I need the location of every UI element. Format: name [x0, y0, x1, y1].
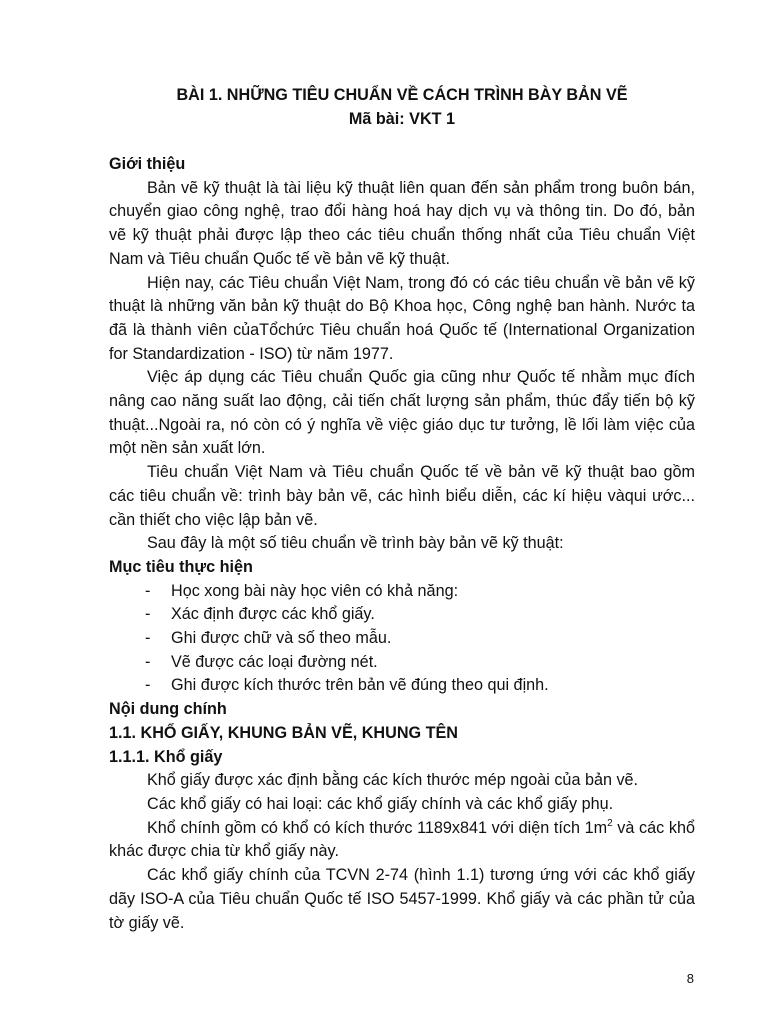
lesson-title: BÀI 1. NHỮNG TIÊU CHUẨN VỀ CÁCH TRÌNH BÀY BẢN VẼ	[176, 86, 628, 104]
list-item-text: Học xong bài này học viên có khả năng:	[171, 581, 459, 600]
list-item	[109, 627, 695, 651]
text-run: và các khổ khác được chia từ khổ giấy này.	[109, 818, 695, 861]
subsection-heading: 1.1.1. Khổ giấy	[109, 747, 223, 766]
dash-marker: -	[145, 605, 151, 624]
dash-marker: -	[145, 676, 151, 695]
page-number: 8	[686, 971, 694, 986]
spacer	[109, 131, 695, 153]
body-paragraph: Các khổ giấy chính của TCVN 2-74 (hình 1.1) tương ứng với các khổ giấy dãy ISO-A của Tiêu chuẩn Quốc tế ISO 5457-1999. Khổ giấy và các phần tử của tờ giấy vẽ.	[109, 866, 695, 932]
body-paragraph: Các khổ giấy có hai loại: các khổ giấy chính và các khổ giấy phụ.	[147, 794, 614, 813]
main-content-heading: Nội dung chính	[109, 700, 227, 719]
intro-paragraph: Tiêu chuẩn Việt Nam và Tiêu chuẩn Quốc tế về bản vẽ kỹ thuật bao gồm các tiêu chuẩn về: trình bày bản vẽ, các hình biểu diễn, các kí hiệu vàqui ước... cần thiết cho việc lập bản vẽ.	[109, 463, 695, 529]
objectives-heading: Mục tiêu thực hiện	[109, 557, 253, 576]
list-item	[109, 651, 695, 675]
list-item	[109, 674, 695, 698]
list-item-text: Ghi được kích thước trên bản vẽ đúng theo qui định.	[171, 676, 549, 695]
body-paragraph: Khổ giấy được xác định bằng các kích thước mép ngoài của bản vẽ.	[147, 771, 639, 790]
intro-heading: Giới thiệu	[109, 155, 186, 173]
text-run: Khổ chính gồm có khổ có kích thước 1189x841 với diện tích 1m	[147, 818, 608, 837]
objectives-list	[109, 580, 695, 699]
list-item-text: Xác định được các khổ giấy.	[171, 605, 375, 624]
superscript: 2	[607, 817, 613, 829]
dash-marker: -	[145, 629, 151, 648]
intro-paragraph: Sau đây là một số tiêu chuẩn về trình bày bản vẽ kỹ thuật:	[147, 534, 564, 553]
dash-marker: -	[145, 652, 151, 671]
list-item-text: Vẽ được các loại đường nét.	[171, 652, 378, 671]
body-paragraph	[109, 817, 695, 864]
list-item	[109, 603, 695, 627]
intro-paragraph: Bản vẽ kỹ thuật là tài liệu kỹ thuật liên quan đến sản phẩm trong buôn bán, chuyển giao công nghệ, trao đổi hàng hoá hay dịch vụ và thông tin. Do đó, bản vẽ kỹ thuật phải được lập theo các tiêu chuẩn thống nhất của Tiêu chuẩn Việt Nam và Tiêu chuẩn Quốc tế về bản vẽ kỹ thuật.	[109, 178, 695, 268]
intro-paragraph: Hiện nay, các Tiêu chuẩn Việt Nam, trong đó có các tiêu chuẩn về bản vẽ kỹ thuật là những văn bản kỹ thuật do Bộ Khoa học, Công nghệ ban hành. Nước ta đã là thành viên củaTổchức Tiêu chuẩn hoá Quốc tế (International Organization for Standardization - ISO) từ năm 1977.	[109, 273, 695, 363]
page-content	[109, 83, 695, 935]
dash-marker: -	[145, 581, 151, 600]
intro-paragraph: Việc áp dụng các Tiêu chuẩn Quốc gia cũng như Quốc tế nhằm mục đích nâng cao năng suất lao động, cải tiến chất lượng sản phẩm, thúc đẩy tiến bộ kỹ thuật...Ngoài ra, nó còn có ý nghĩa về việc giáo dục tư tưởng, lề lối làm việc của một nền sản xuất lớn.	[109, 368, 695, 458]
lesson-code: Mã bài: VKT 1	[348, 110, 456, 128]
list-item-text: Ghi được chữ và số theo mẫu.	[171, 629, 392, 648]
section-heading: 1.1. KHỔ GIẤY, KHUNG BẢN VẼ, KHUNG TÊN	[109, 723, 458, 742]
list-item	[109, 580, 695, 604]
